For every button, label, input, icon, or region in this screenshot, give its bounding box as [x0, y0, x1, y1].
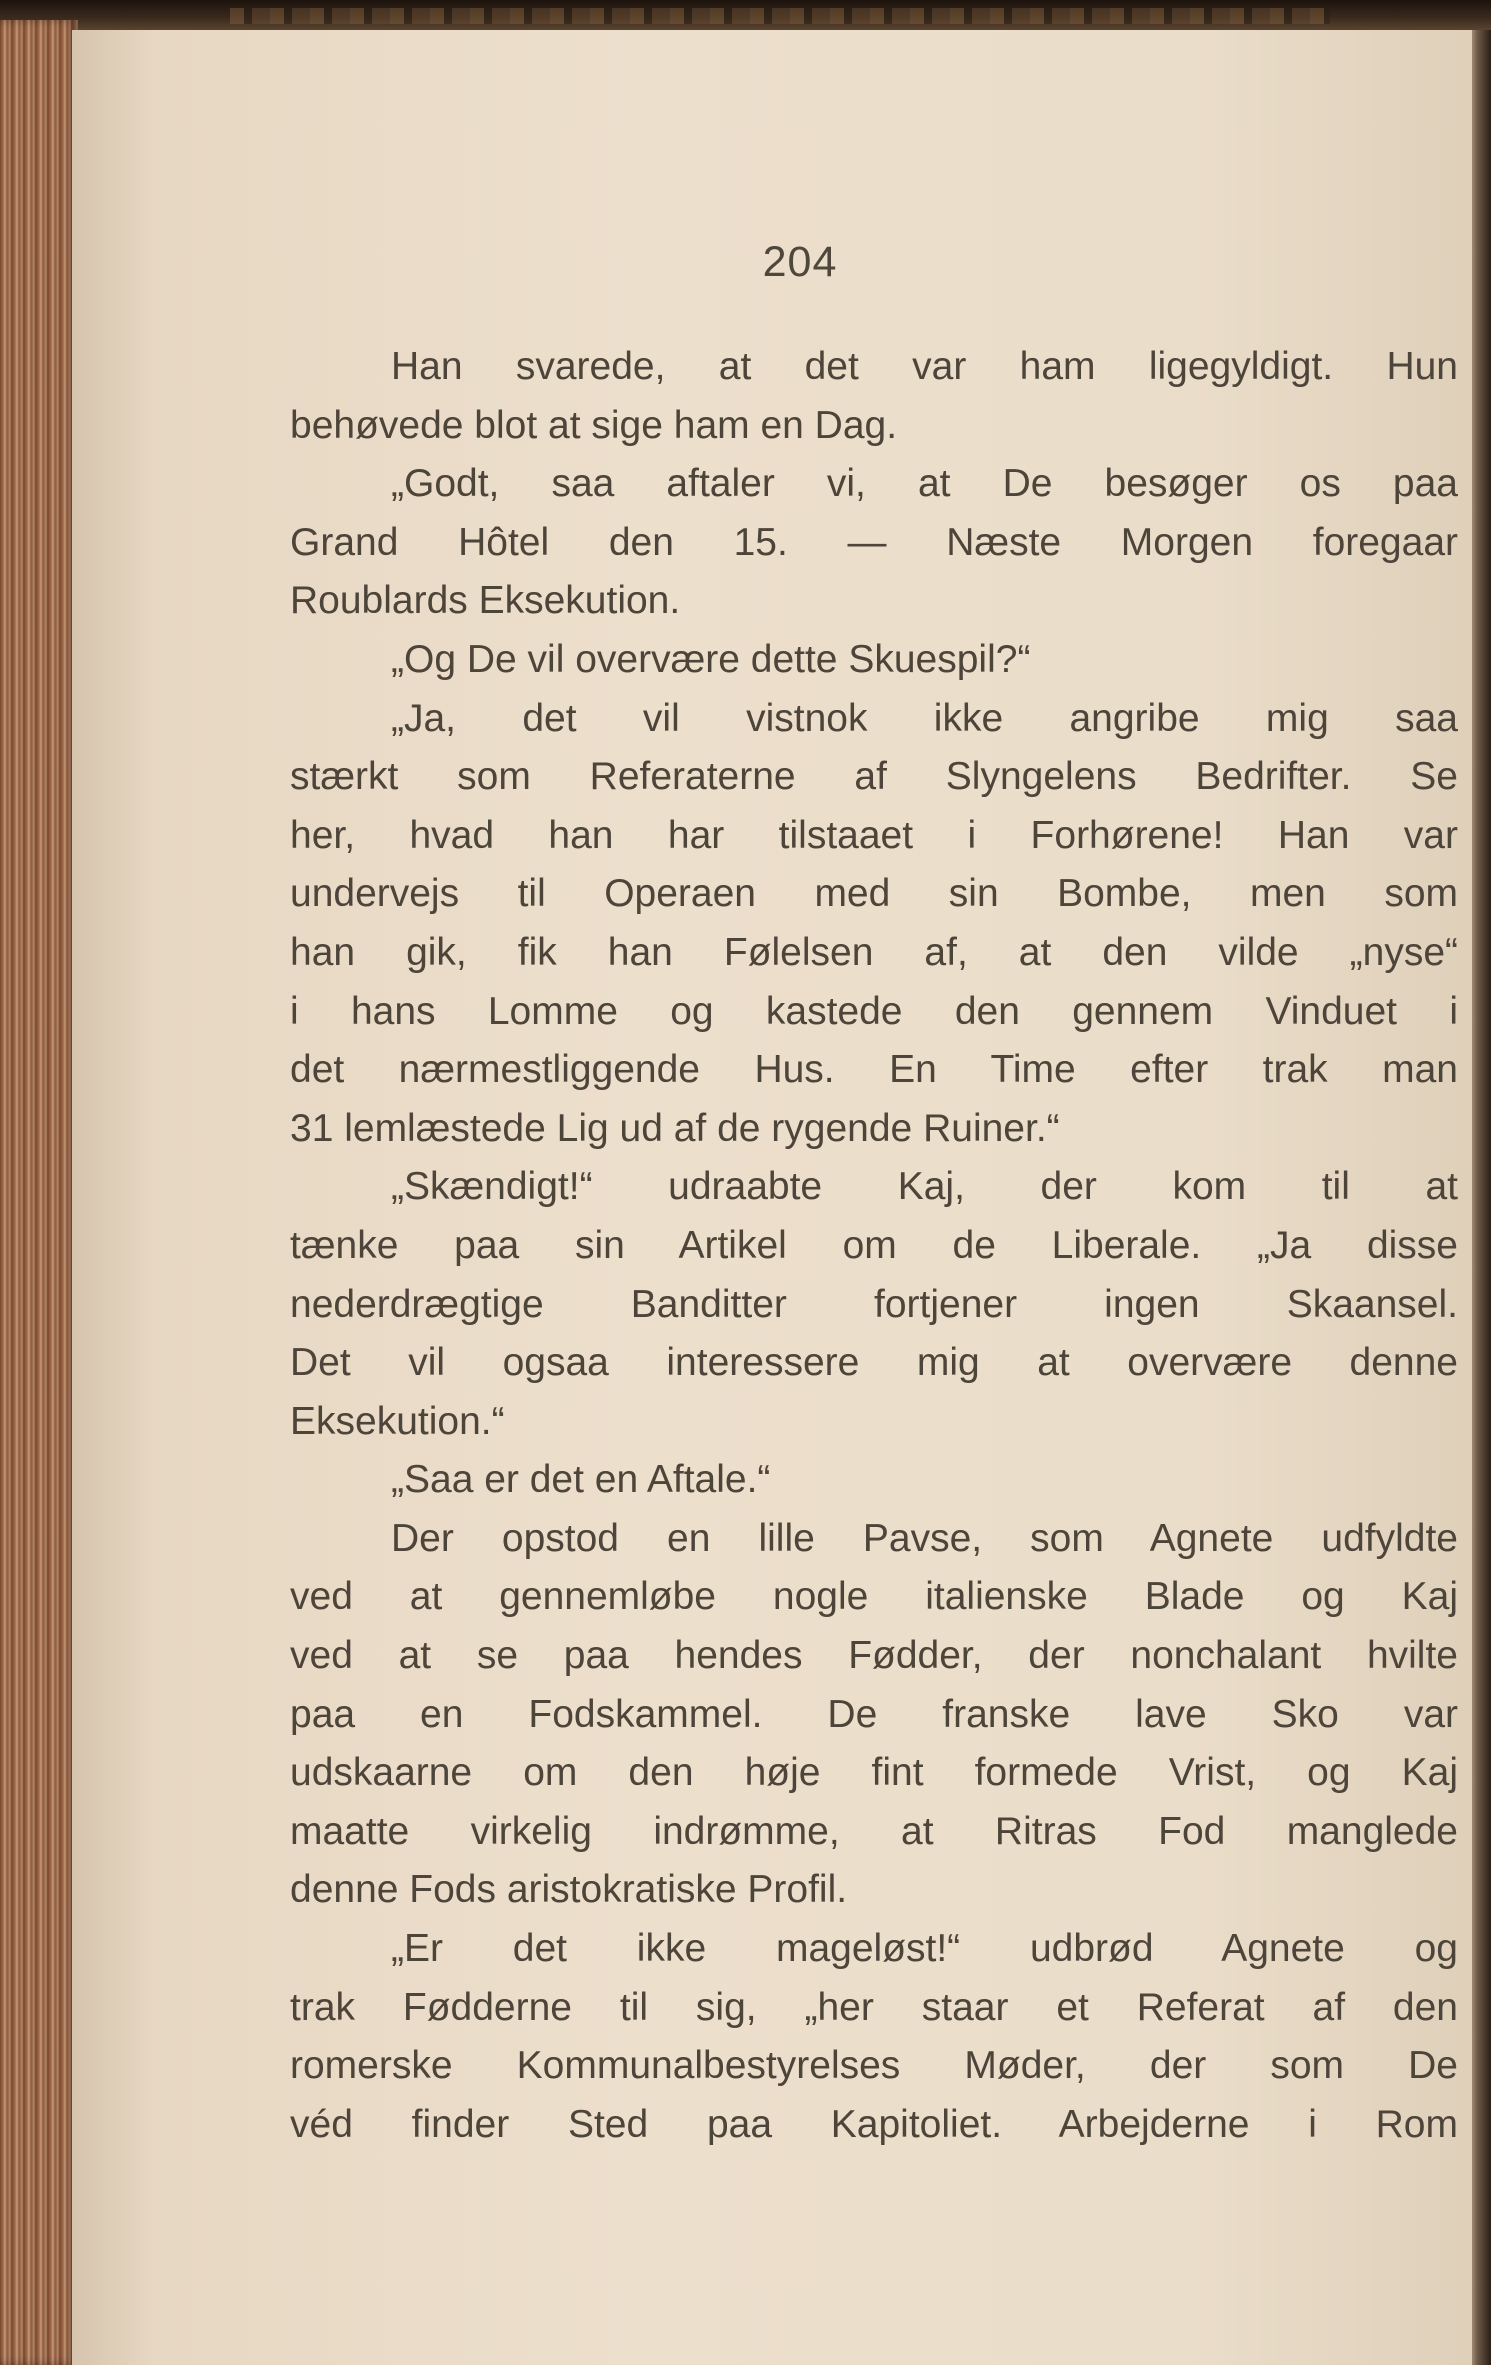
text-line: stærkt som Referaterne af Slyngelens Bedrifter. Se [290, 755, 1458, 799]
text-line: Roublards Eksekution. [290, 579, 681, 623]
page-edges-left [0, 20, 78, 2365]
text-line: nederdrægtige Banditter fortjener ingen Skaansel. [290, 1282, 1458, 1326]
text-line: „Ja, det vil vistnok ikke angribe mig saa [391, 696, 1458, 740]
text-line: „Godt, saa aftaler vi, at De besøger os paa [391, 462, 1458, 506]
text-line: „Skændigt!“ udraabte Kaj, der kom til at [391, 1165, 1458, 1209]
text-line: trak Fødderne til sig, „her staar et Referat af den [290, 1985, 1458, 2029]
text-line: véd finder Sted paa Kapitoliet. Arbejderne i Rom [290, 2102, 1458, 2146]
text-line: det nærmestliggende Hus. En Time efter trak man [290, 1048, 1458, 1092]
page-number: 204 [762, 238, 838, 286]
text-line: undervejs til Operaen med sin Bombe, men som [290, 872, 1458, 916]
text-line: Grand Hôtel den 15. — Næste Morgen foregaar [290, 520, 1458, 564]
text-line: i hans Lomme og kastede den gennem Vinduet i [290, 989, 1458, 1033]
text-line: Eksekution.“ [290, 1399, 505, 1443]
book-page [72, 30, 1472, 2365]
text-line: udskaarne om den høje fint formede Vrist, og Kaj [290, 1751, 1458, 1795]
text-line: 31 lemlæstede Lig ud af de rygende Ruiner.“ [290, 1106, 1060, 1150]
text-line: Det vil ogsaa interessere mig at overvære denne [290, 1341, 1458, 1385]
text-line: paa en Fodskammel. De franske lave Sko var [290, 1692, 1458, 1736]
text-line: han gik, fik han Følelsen af, at den vilde „nyse“ [290, 930, 1458, 974]
page-edge-right [1469, 30, 1491, 2365]
text-line: ved at gennemløbe nogle italienske Blade og Kaj [290, 1575, 1458, 1619]
text-line: behøvede blot at sige ham en Dag. [290, 403, 898, 447]
text-line: maatte virkelig indrømme, at Ritras Fod manglede [290, 1809, 1458, 1853]
text-line: „Saa er det en Aftale.“ [391, 1458, 771, 1502]
text-line: romerske Kommunalbestyrelses Møder, der som De [290, 2044, 1458, 2088]
text-line: ved at se paa hendes Fødder, der nonchalant hvilte [290, 1634, 1458, 1678]
text-line: „Er det ikke mageløst!“ udbrød Agnete og [391, 1927, 1458, 1971]
text-line: Der opstod en lille Pavse, som Agnete udfyldte [391, 1516, 1458, 1560]
text-line: „Og De vil overvære dette Skuespil?“ [391, 637, 1031, 681]
text-line: her, hvad han har tilstaaet i Forhørene! Han var [290, 813, 1458, 857]
text-line: Han svarede, at det var ham ligegyldigt. Hun [391, 345, 1458, 388]
text-line: denne Fods aristokratiske Profil. [290, 1868, 848, 1912]
body-text [290, 338, 1458, 2154]
text-line: tænke paa sin Artikel om de Liberale. „Ja disse [290, 1223, 1458, 1267]
